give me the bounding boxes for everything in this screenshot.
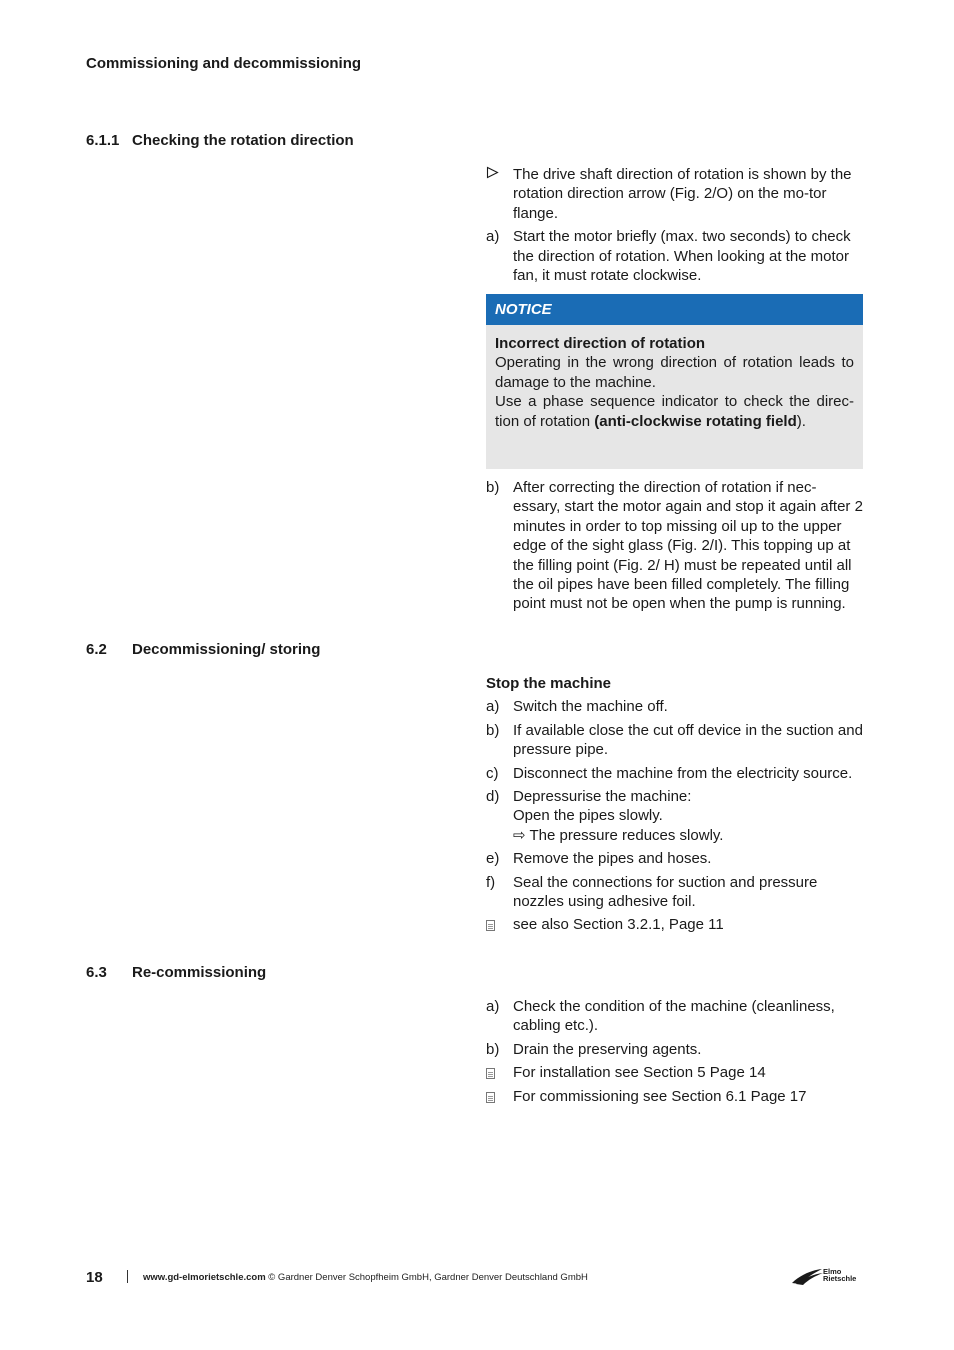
list-item [486,721,863,760]
document-icon [486,920,495,931]
result-arrow-icon: ⇨ [513,826,526,844]
footer-url[interactable]: www.gd-elmorietschle.com [143,1272,266,1283]
step-text: Start the motor briefly (max. two seconds) to check the direction of rotation. When looking at the motor fan, it must rotate clockwise. [513,228,851,285]
reference-text: see also Section 3.2.1, Page 11 [513,916,724,934]
section-title: Decommissioning/ storing [132,641,321,658]
list-item [486,764,863,783]
notice-title: Incorrect direction of rotation [495,335,706,352]
rotation-steps [486,165,863,289]
list-item [486,478,863,614]
footer-text [143,1272,588,1283]
list-item [486,997,863,1036]
footer-divider [127,1270,128,1283]
step-text: Seal the connections for suction and pressure nozzles using adhesive foil. [513,873,818,911]
document-icon [486,1068,495,1079]
step-marker: d) [486,788,500,806]
step-marker: a) [486,228,500,246]
reference-text: For installation see Section 5 Page 14 [513,1064,766,1082]
section-heading-6-3 [86,964,266,981]
reference-item [486,915,863,934]
step-marker: a) [486,698,500,716]
subheading: Stop the machine [486,675,612,692]
elmo-rietschle-logo [790,1266,864,1286]
step-text: Remove the pipes and hoses. [513,850,712,868]
result-line [513,826,863,845]
step-text [513,787,863,845]
logo-line-2: Rietschle [823,1274,857,1283]
step-marker: a) [486,998,500,1015]
section-title: Re-commissioning [132,964,267,981]
reference-item [486,1063,863,1082]
section-heading-6-1-1 [86,132,354,149]
notice-line-1: Operating in the wrong direction of rotation leads to damage to the machine. [495,354,854,391]
step-marker: b) [486,479,500,496]
rotation-intro: The drive shaft direction of rotation is shown by the rotation direction arrow (Fig. 2/O) on the mo-tor flange. [513,166,852,222]
step-marker: c) [486,764,499,782]
section-heading-6-2 [86,641,320,658]
step-marker: f) [486,873,496,891]
section-number: 6.2 [86,641,107,658]
notice-box [486,325,863,469]
notice-line-2-end: ). [796,412,806,430]
notice-line-2-text: Use a phase sequence indicator to check the direc-tion of rotation [495,393,854,430]
result-text: The pressure reduces slowly. [529,826,724,844]
recommission-steps [486,997,863,1110]
step-text: Switch the machine off. [513,698,668,716]
step-text: After correcting the direction of rotation if nec-essary, start the motor again and stop it again after 2 minutes in order to top missing oil up to the upper edge of the sight glass (Fig. 2/I). This topping up at the filling point (Fig. 2/ H) must be repeated until all the oil pipes have been filled completely. The filling point must not be open when the pump is running. [513,479,863,613]
step-text: Disconnect the machine from the electricity source. [513,764,853,782]
step-text: If available close the cut off device in the suction and pressure pipe. [513,721,863,759]
step-marker: b) [486,721,500,739]
list-item [486,873,863,912]
logo-text [823,1268,856,1282]
decommission-steps [486,674,863,939]
list-item [486,165,863,223]
step-line: Open the pipes slowly. [513,807,663,825]
reference-item [486,1087,863,1106]
rotation-step-b [486,478,863,618]
list-item [486,787,863,845]
document-icon [486,1092,495,1103]
page-number: 18 [86,1269,103,1286]
step-text: Drain the preserving agents. [513,1040,702,1058]
triangle-bullet-icon [486,165,513,223]
footer-copyright: © Gardner Denver Schopfheim GmbH, Gardner Denver Deutschland GmbH [265,1272,588,1283]
notice-line-2 [495,392,854,431]
section-title: Checking the rotation direction [132,132,354,149]
list-item [486,1040,863,1059]
reference-text: For commissioning see Section 6.1 Page 17 [513,1087,807,1105]
section-number: 6.1.1 [86,132,120,149]
list-item [486,849,863,868]
page-header: Commissioning and decommissioning [86,55,362,72]
step-marker: b) [486,1040,500,1058]
step-line: Depressurise the machine: [513,788,692,806]
step-text: Check the condition of the machine (cleanliness, cabling etc.). [513,998,835,1035]
logo-line-1: Elmo [823,1267,842,1276]
notice-line-2-bold: (anti-clockwise rotating field [594,412,797,430]
step-marker: e) [486,850,500,868]
notice-label: NOTICE [486,294,863,325]
list-item [486,697,863,716]
list-item [486,227,863,285]
section-number: 6.3 [86,964,107,981]
